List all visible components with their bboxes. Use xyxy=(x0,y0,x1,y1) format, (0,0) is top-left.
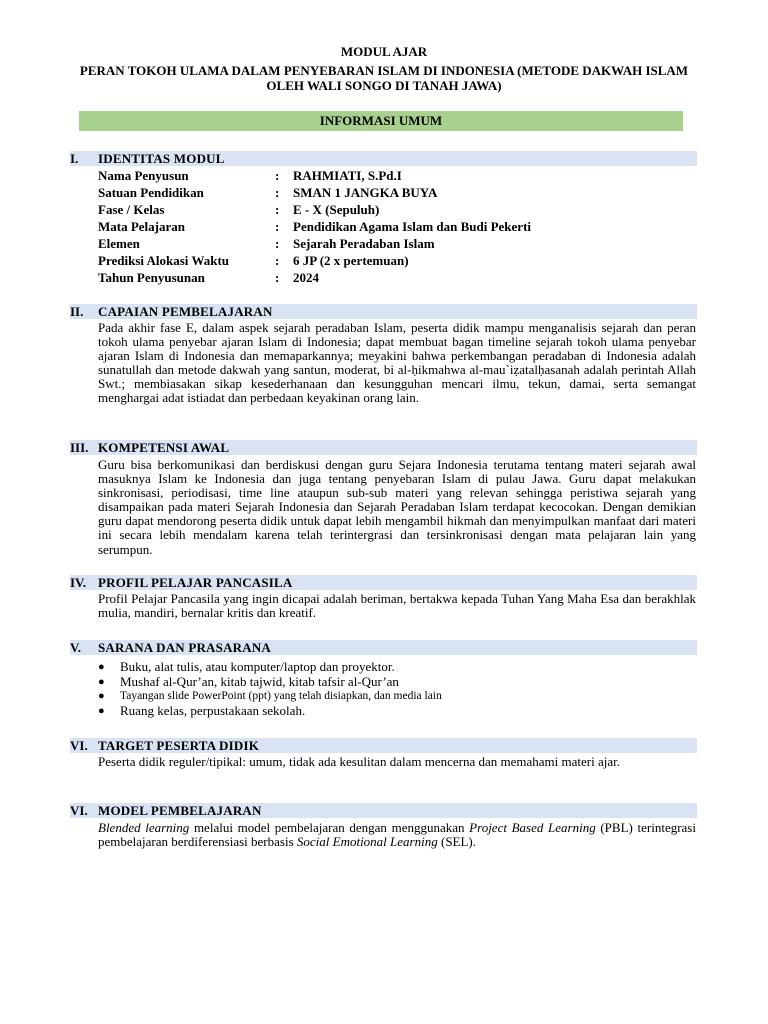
section-title: SARANA DAN PRASARANA xyxy=(98,640,272,655)
identitas-colon: : xyxy=(275,185,280,200)
bullet-dot-icon: ● xyxy=(98,704,105,717)
bullet-dot-icon: ● xyxy=(98,690,105,702)
identitas-row xyxy=(98,235,678,252)
identitas-colon: : xyxy=(275,202,280,217)
document-title: MODUL AJAR xyxy=(340,44,428,59)
identitas-label: Mata Pelajaran xyxy=(98,219,186,234)
identitas-colon: : xyxy=(275,253,280,268)
identitas-value: Sejarah Peradaban Islam xyxy=(293,236,435,251)
identitas-value: RAHMIATI, S.Pd.I xyxy=(293,168,402,183)
identitas-value: SMAN 1 JANGKA BUYA xyxy=(293,185,438,200)
list-item-text: Buku, alat tulis, atau komputer/laptop dan proyektor. xyxy=(120,659,395,674)
target-paragraph: Peserta didik reguler/tipikal: umum, tidak ada kesulitan dalam mencerna dan memahami materi ajar. xyxy=(98,754,620,769)
section-profil-header xyxy=(70,575,697,590)
section-number: VI. xyxy=(70,738,88,753)
section-target-header xyxy=(70,738,697,753)
term-pbl: Project Based Learning xyxy=(469,820,596,835)
list-item xyxy=(98,704,658,719)
list-item xyxy=(98,689,658,704)
section-title: KOMPETENSI AWAL xyxy=(98,440,230,455)
identitas-label: Fase / Kelas xyxy=(98,202,165,217)
kompetensi-paragraph: Guru bisa berkomunikasi dan berdiskusi dengan guru Sejara Indonesia terutama tentang materi sejarah awal masuknya Islam ke Indonesia dan juga tentang penyebaran Islam di pulau Jawa. Guru dapat melakukan sinkronisasi, periodisasi, time line ataupun sub-sub materi yang relevan sehingga peristiwa sejarah yang disampaikan pada materi Sejarah Indonesia dan Sejarah Peradaban Islam terdapat kecocokan. Dengan demikian guru dapat mendorong peserta didik untuk dapat lebih mengambil hikmah dan menyimpulkan manfaat dari materi ini secara lebih mendalam karena telah terintergrasi dan tersinkronisasi dengan mata pelajaran lain yang serumpun. xyxy=(98,457,696,557)
list-item xyxy=(98,675,658,690)
bullet-dot-icon: ● xyxy=(98,675,105,688)
section-number: III. xyxy=(70,440,89,455)
identitas-row xyxy=(98,201,678,218)
list-item xyxy=(98,660,658,675)
section-title: IDENTITAS MODUL xyxy=(98,151,225,166)
section-kompetensi-header xyxy=(70,440,697,455)
section-number: I. xyxy=(70,151,79,166)
section-title: CAPAIAN PEMBELAJARAN xyxy=(98,304,273,319)
term-blended-learning: Blended learning xyxy=(98,820,190,835)
section-capaian-header xyxy=(70,304,697,319)
identitas-row xyxy=(98,218,678,235)
section-number: II. xyxy=(70,304,84,319)
identitas-value: Pendidikan Agama Islam dan Budi Pekerti xyxy=(293,219,532,234)
identitas-label: Nama Penyusun xyxy=(98,168,189,183)
identitas-colon: : xyxy=(275,270,280,285)
section-sarana-header xyxy=(70,640,697,655)
model-paragraph xyxy=(98,821,696,849)
term-sel: Social Emotional Learning xyxy=(296,834,438,850)
profil-paragraph: Profil Pelajar Pancasila yang ingin dicapai adalah beriman, bertakwa kepada Tuhan Yang Maha Esa dan berakhlak mulia, mandiri, bernalar kritis dan kreatif. xyxy=(98,591,696,621)
identitas-label: Tahun Penyusunan xyxy=(98,270,205,285)
identitas-value: 6 JP (2 x pertemuan) xyxy=(293,253,409,268)
section-number: IV. xyxy=(70,575,87,590)
section-number: V. xyxy=(70,640,81,655)
identitas-row xyxy=(98,252,678,269)
identitas-colon: : xyxy=(275,219,280,234)
identitas-row xyxy=(98,184,678,201)
identitas-label: Prediksi Alokasi Waktu xyxy=(98,253,230,268)
document-subtitle: PERAN TOKOH ULAMA DALAM PENYEBARAN ISLAM DI INDONESIA (METODE DAKWAH ISLAM OLEH WALI SONGO DI TANAH JAWA) xyxy=(79,63,689,93)
info-umum-bar: INFORMASI UMUM xyxy=(79,111,683,131)
list-item-text: Mushaf al-Qur’an, kitab tajwid, kitab tafsir al-Qur’an xyxy=(120,673,399,689)
identitas-row xyxy=(98,167,678,184)
model-text: (SEL). xyxy=(437,834,477,850)
identitas-value: 2024 xyxy=(293,270,319,285)
identitas-label: Elemen xyxy=(98,236,140,251)
list-item-text: Ruang kelas, perpustakaan sekolah. xyxy=(120,702,306,718)
capaian-paragraph: Pada akhir fase E, dalam aspek sejarah peradaban Islam, peserta didik mampu menganalisis sejarah dan peran tokoh ulama penyebar ajaran Islam di Indonesia; dapat membuat bagan timeline sejarah tokoh ulama penyebar ajaran Islam di Indonesia dan memaparkannya; meyakini bahwa perkembangan peradaban di Indonesia adalah sunatullah dan metode dakwah yang santun, moderat, bi al-ḥikmahwa al-mau`iẓatalḥasanah adalah perintah Allah Swt.; membiasakan sikap kesederhanaan dan kesungguhan mencari ilmu, tekun, damai, serta semangat menghargai adat istiadat dan perbedaan keyakinan orang lain. xyxy=(98,320,696,406)
identitas-row xyxy=(98,269,678,286)
section-number: VI. xyxy=(70,803,88,818)
section-identitas-header xyxy=(70,151,697,166)
identitas-colon: : xyxy=(275,168,280,183)
identitas-colon: : xyxy=(275,236,280,251)
section-title: MODEL PEMBELAJARAN xyxy=(98,803,262,818)
list-item-text: Tayangan slide PowerPoint (ppt) yang telah disiapkan, dan media lain xyxy=(120,690,442,702)
section-title: PROFIL PELAJAR PANCASILA xyxy=(98,575,293,590)
section-model-header xyxy=(70,803,697,818)
identitas-label: Satuan Pendidikan xyxy=(98,185,204,200)
bullet-dot-icon: ● xyxy=(98,661,105,673)
identitas-value: E - X (Sepuluh) xyxy=(293,202,380,217)
model-text: (PBL) terintegrasi pembelajaran berdiferensiasi berbasis xyxy=(98,820,696,850)
section-title: TARGET PESERTA DIDIK xyxy=(98,738,260,753)
model-text: melalui model pembelajaran dengan menggunakan xyxy=(189,820,470,835)
sarana-list xyxy=(98,660,658,718)
